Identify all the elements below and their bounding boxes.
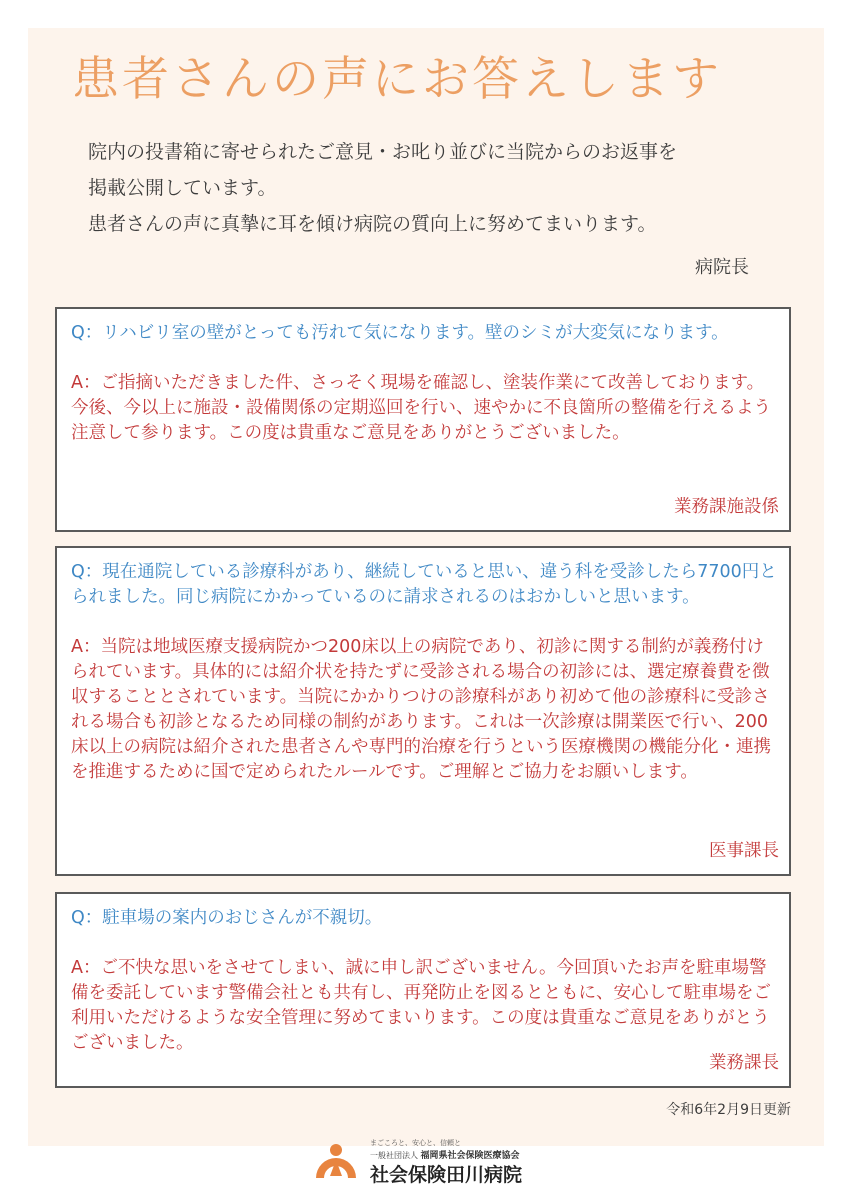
- question-text: Q：現在通院している診療科があり、継続していると思い、違う科を受診したら7700円とられました。同じ病院にかかっているのに請求されるのはおかしいと思います。: [71, 562, 777, 607]
- answer-text: A：当院は地域医療支援病院かつ200床以上の病院であり、初診に関する制約が義務付けられています。具体的には紹介状を持たずに受診される場合の初診には、選定療養費を徴収することとされています。当院にかかりつけの診療科があり初めて他の診療科に受診される場合も初診となるため同様の制約があります。これは一次診療は開業医で行い、200床以上の病院は紹介された患者さんや専門的治療を行うという医療機関の機能分化・連携を推進するために国で定められたルールです。ご理解とご協力をお願いします。: [71, 637, 771, 782]
- qa-box-rehab-wall: [55, 307, 791, 532]
- org-type: 一般社団法人: [370, 1151, 418, 1160]
- page-title: 患者さんの声にお答えします: [72, 52, 722, 107]
- question-text: Q：リハビリ室の壁がとっても汚れて気になります。壁のシミが大変気になります。: [71, 323, 729, 343]
- updated-date: 令和6年2月9日更新: [666, 1102, 791, 1118]
- hospital-logo: [312, 1136, 552, 1184]
- answerer-label: 業務課施設係: [674, 497, 779, 517]
- answer-text: A：ご不快な思いをさせてしまい、誠に申し訳ございません。今回頂いたお声を駐車場警備を委託しています警備会社とも共有し、再発防止を図るとともに、安心して駐車場をご利用いただけるような安全管理に努めてまいります。この度は貴重なご意見をありがとうございました。: [71, 958, 771, 1053]
- answer-text: A：ご指摘いただきました件、さっそく現場を確認し、塗装作業にて改善しております。今後、今以上に施設・設備関係の定期巡回を行い、速やかに不良箇所の整備を行えるよう注意して参ります。この度は貴重なご意見をありがとうございました。: [71, 373, 771, 443]
- hospital-logo-icon: [312, 1138, 360, 1182]
- intro-line: 患者さんの声に真摯に耳を傾け病院の質向上に努めてまいります。: [88, 213, 657, 235]
- hospital-name: 社会保険田川病院: [370, 1164, 523, 1186]
- answerer-label: 業務課長: [709, 1053, 779, 1073]
- question-text: Q：駐車場の案内のおじさんが不親切。: [71, 908, 383, 928]
- qa-box-initial-fee: [55, 546, 791, 876]
- intro-line: 掲載公開しています。: [88, 177, 277, 199]
- answerer-label: 医事課長: [709, 841, 779, 861]
- director-signature: 病院長: [695, 257, 749, 278]
- qa-box-parking: [55, 892, 791, 1088]
- logo-tagline: まごころと、安心と、信頼と: [370, 1139, 461, 1147]
- intro-line: 院内の投書箱に寄せられたご意見・お叱り並びに当院からのお返事を: [88, 141, 678, 163]
- intro-text: [88, 134, 768, 242]
- org-name: 福岡県社会保険医療協会: [420, 1151, 520, 1161]
